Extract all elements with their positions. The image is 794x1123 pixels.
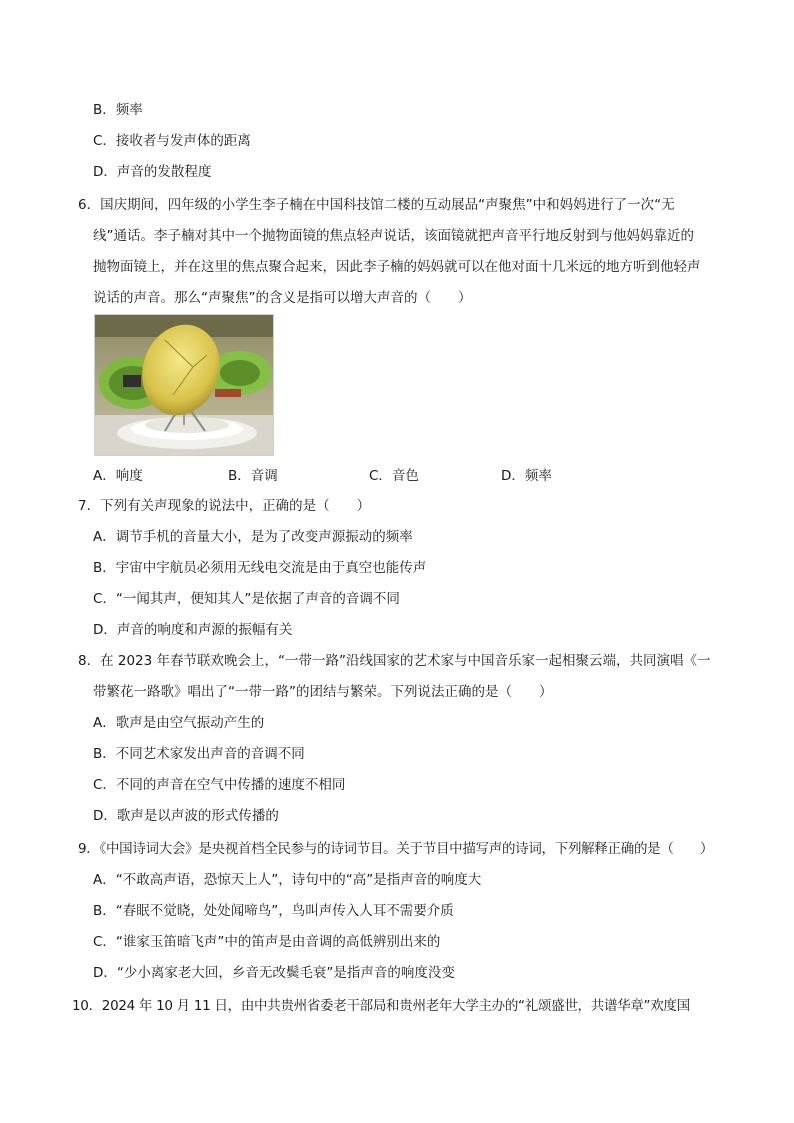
q5-option-b: B．频率 — [93, 102, 143, 118]
q9-option-b: B．“春眠不觉晓，处处闻啼鸟”，鸟叫声传入人耳不需要介质 — [93, 903, 454, 919]
q8-option-c: C．不同的声音在空气中传播的速度不相同 — [93, 777, 346, 793]
q6-option-a: A．响度 — [93, 468, 143, 484]
q6-stem-line-3: 抛物面镜上，并在这里的焦点聚合起来，因此李子楠的妈妈就可以在他对面十几米远的地方听到他轻声 — [93, 259, 701, 275]
q5-option-d: D．声音的发散程度 — [93, 164, 212, 180]
q6-options — [93, 466, 563, 486]
q8-option-d: D．歌声是以声波的形式传播的 — [93, 808, 279, 824]
q6-stem-line-4: 说话的声音。那么“声聚焦”的含义是指可以增大声音的（ ） — [93, 290, 472, 306]
q8-stem-line-2: 带繁花一路歌》唱出了“一带一路”的团结与繁荣。下列说法正确的是（ ） — [93, 684, 553, 700]
q7-option-d: D．声音的响度和声源的振幅有关 — [93, 622, 293, 638]
q5-option-c: C．接收者与发声体的距离 — [93, 133, 251, 149]
q7-option-c: C．“一闻其声，便知其人”是依据了声音的音调不同 — [93, 591, 400, 607]
q6-stem-line-1: 6．国庆期间，四年级的小学生李子楠在中国科技馆二楼的互动展品“声聚焦”中和妈妈进行了一次“无 — [78, 197, 675, 213]
q6-option-d: D．频率 — [501, 468, 552, 484]
q8-stem-line-1: 8．在 2023 年春节联欢晚会上，“一带一路”沿线国家的艺术家与中国音乐家一起相聚云端，共同演唱《一 — [78, 653, 711, 669]
q6-option-b: B．音调 — [228, 468, 278, 484]
q9-option-a: A．“不敢高声语，恐惊天上人”，诗句中的“高”是指声音的响度大 — [93, 872, 482, 888]
q6-option-c: C．音色 — [369, 468, 419, 484]
q7-option-b: B．宇宙中宇航员必须用无线电交流是由于真空也能传声 — [93, 560, 427, 576]
q9-option-d: D．“少小离家老大回，乡音无改鬓毛衰”是指声音的响度没变 — [93, 965, 455, 981]
q7-stem: 7．下列有关声现象的说法中，正确的是（ ） — [78, 498, 371, 514]
sound-focus-exhibit-photo — [94, 314, 274, 456]
q7-option-a: A．调节手机的音量大小，是为了改变声源振动的频率 — [93, 529, 413, 545]
q9-stem: 9．《中国诗词大会》是央视首档全民参与的诗词节目。关于节目中描写声的诗词，下列解释正确的是（ ） — [78, 841, 714, 857]
q8-option-a: A．歌声是由空气振动产生的 — [93, 715, 265, 731]
q8-option-b: B．不同艺术家发出声音的音调不同 — [93, 746, 305, 762]
q10-stem: 10．2024 年 10 月 11 日，由中共贵州省委老干部局和贵州老年大学主办的“礼颂盛世，共谱华章”欢度国 — [72, 998, 690, 1014]
q6-stem-line-2: 线”通话。李子楠对其中一个抛物面镜的焦点轻声说话，该面镜就把声音平行地反射到与他妈妈靠近的 — [93, 228, 694, 244]
q9-option-c: C．“谁家玉笛暗飞声”中的笛声是由音调的高低辨别出来的 — [93, 934, 441, 950]
